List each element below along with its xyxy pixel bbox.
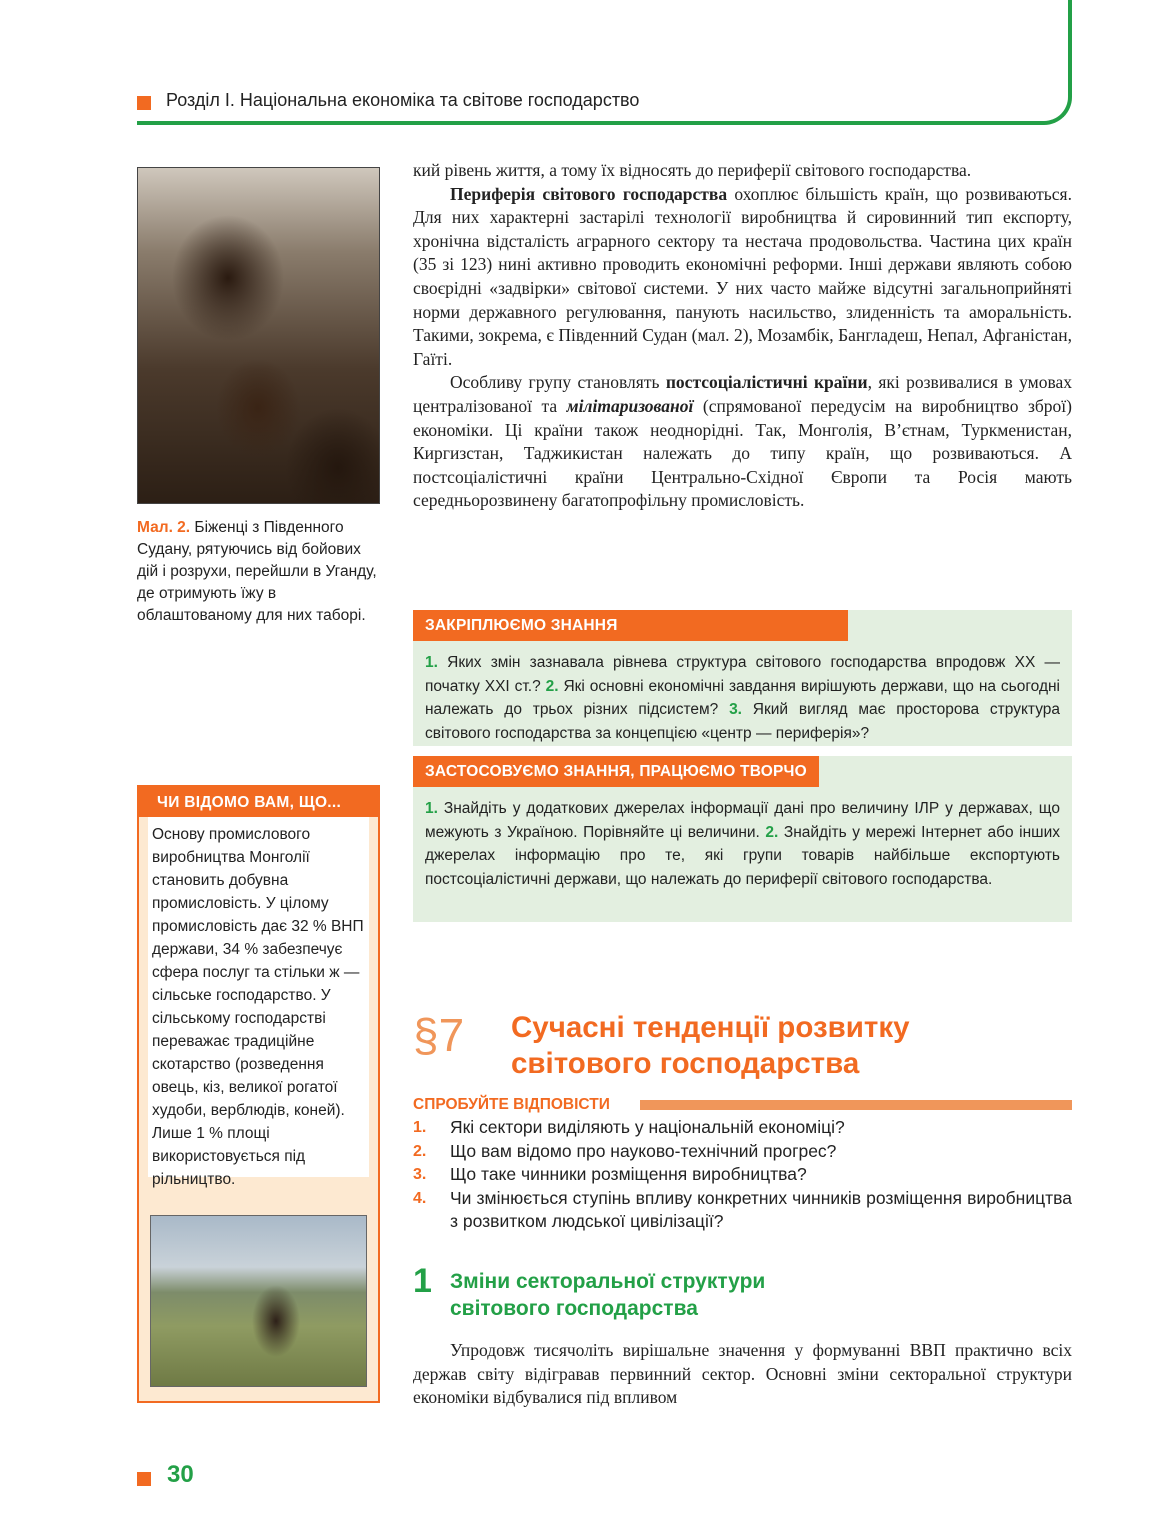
- chapter-title: Розділ І. Національна економіка та світове господарство: [166, 90, 640, 110]
- question-item: 2. Що вам відомо про науково-технічний прогрес?: [413, 1140, 837, 1161]
- task-box-consolidate: [413, 610, 1072, 746]
- header-marker: [137, 96, 151, 110]
- did-you-know-box: [137, 785, 380, 1403]
- paragraph-periphery: Периферія світового господарства охоплює більшість країн, що розвиваються. Для них характерні застарілі технології виробництва й сировинний тип експорту, хронічна відсталість аграрного сектору та нестача продовольства. Частина цих країн (35 зі 123) нині активно проводить економічні реформи. Інші держави являють собою своєрідні «задвірки» світової системи. У них часто майже відсутні загальноприйняті норми державного регулювання, панують насильство, злиденність та аморальність. Такими, зокрема, є Південний Судан (мал. 2), Мозамбік, Бангладеш, Непал, Афганістан, Гаїті.: [413, 183, 1072, 369]
- term-postsocialist: постсоціалістичні країни: [665, 372, 868, 393]
- did-you-know-text: Основу промислового виробництва Монголії становить добувна промисловість. У цілому промисловість дає 32 % ВНП держави, 34 % забезпечує сфера послуг та стільки ж — сільське господарство. У сільському господарстві переважає традиційне скотарство (розведення овець, кіз, великої рогатої худоби, верблюдів, коней). Лише 1 % площі використовується під рільництво.: [148, 817, 369, 1177]
- try-answer-bar: [640, 1100, 1072, 1110]
- task-text-consolidate: 1. Яких змін зазнавала рівнева структура світового господарства впродовж XX — початку XXI ст.? 2. Які основні економічні завдання вирішують держави, що на сьогодні належать до трьох різних підсистем? 3. Який вигляд має просторова структура світового господарства за концепцією «центр — периферія»?: [425, 654, 1061, 742]
- figure-label: Мал. 2.: [137, 519, 191, 536]
- main-text: [413, 159, 1072, 513]
- section-number: §7: [413, 1009, 465, 1061]
- term-militarized: мілітаризованої: [566, 395, 694, 416]
- question-item: 1. Які сектори виділяють у національній економіці?: [413, 1117, 845, 1137]
- page-marker: [137, 1472, 151, 1486]
- paragraph-continued: кий рівень життя, а тому їх відносять до периферії світового господарства.: [413, 160, 972, 180]
- subsection-number: 1: [413, 1262, 432, 1300]
- question-item: 3. Що таке чинники розміщення виробництва?: [413, 1164, 807, 1185]
- did-you-know-title: ЧИ ВІДОМО ВАМ, ЩО...: [139, 787, 378, 817]
- try-answer-label: СПРОБУЙТЕ ВІДПОВІСТИ: [413, 1096, 610, 1113]
- figure-caption-text: Біженці з Південного Судану, рятуючись від бойових дій і розрухи, перейшли в Уганду, де отримують їжу в облаштованому для них таборі.: [137, 519, 377, 624]
- mongolia-photo: [150, 1215, 367, 1387]
- refugees-photo: [137, 167, 380, 504]
- page-number: 30: [167, 1461, 194, 1488]
- question-item: 4. Чи змінюється ступінь впливу конкретних чинників розміщення виробництва з розвитком людської цивілізації?: [413, 1187, 1072, 1232]
- task-title-apply: ЗАСТОСОВУЄМО ЗНАННЯ, ПРАЦЮЄМО ТВОРЧО: [413, 756, 819, 787]
- figure-caption: [137, 517, 377, 627]
- section-title: Сучасні тенденції розвитку світового господарства: [511, 1011, 910, 1080]
- question-list: [413, 1116, 1072, 1234]
- task-title-consolidate: ЗАКРІПЛЮЄМО ЗНАННЯ: [413, 610, 848, 641]
- term-periphery: Периферія світового господарства: [450, 183, 728, 204]
- task-box-apply: [413, 756, 1072, 922]
- task-text-apply: 1. Знайдіть у додаткових джерелах інформації дані про величину ІЛР у державах, що межують з Україною. Порівняйте ці величини. 2. Знайдіть у мережі Інтернет або інших джерелах інформацію про те, які групи товарів найбільше експортують постсоціалістичні держави, що належать до периферії світового господарства.: [425, 800, 1060, 888]
- subsection-text: Упродовж тисячоліть вирішальне значення у формуванні ВВП практично всіх держав світу відігравав первинний сектор. Основні зміни секторальної структури економіки відбувалися під впливом: [413, 1340, 1072, 1408]
- paragraph-postsocialist: Особливу групу становлять постсоціалістичні країни, які розвивалися в умовах централізованої та мілітаризованої (спрямованої передусім на виробництво зброї) економіки. Ці країни також неоднорідні. Так, Монголія, В’єтнам, Туркменистан, Киргизстан, Таджикистан належать до типу країн, що розвиваються. А постсоціалістичні країни Центрально-Східної Європи та Росія мають середньорозвинену багатопрофільну промисловість.: [413, 372, 1073, 511]
- subsection-title: Зміни секторальної структури світового господарства: [450, 1270, 766, 1320]
